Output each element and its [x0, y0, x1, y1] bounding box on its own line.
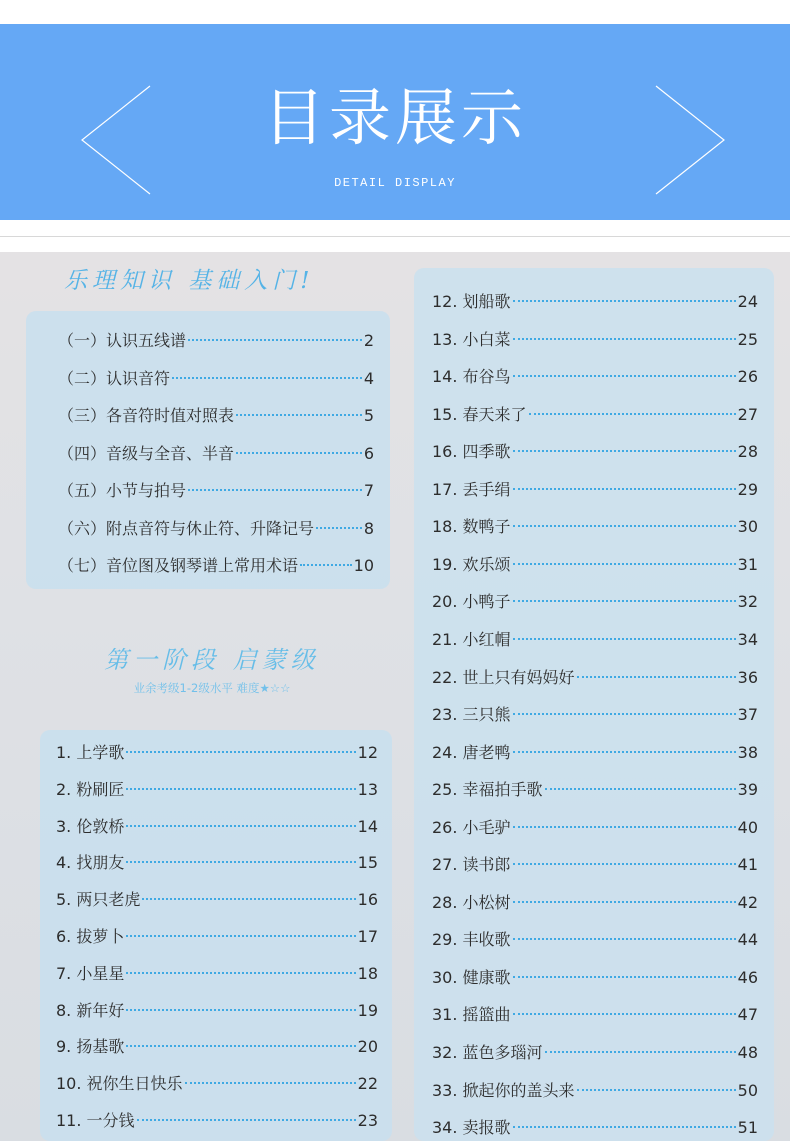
entry-page-number: 46 — [737, 967, 758, 987]
basics-entry — [58, 519, 374, 539]
songs-entry — [432, 292, 758, 312]
entry-title: （六）附点音符与休止符、升降记号 — [58, 518, 315, 538]
entry-title: 8. 新年好 — [56, 1000, 125, 1020]
dot-leader — [126, 1009, 355, 1011]
basics-entry — [58, 406, 374, 426]
entry-title: 1. 上学歌 — [56, 743, 125, 762]
stage1-entry — [56, 1111, 378, 1131]
entry-page-number: 17 — [357, 927, 378, 946]
entry-page-number: 28 — [737, 442, 758, 462]
songs-entry — [432, 1118, 758, 1138]
entry-page-number: 4 — [363, 368, 374, 388]
entry-title: 18. 数鸭子 — [432, 517, 511, 537]
songs-entry — [432, 780, 758, 800]
songs-entry — [432, 1043, 758, 1063]
divider — [0, 236, 790, 237]
songs-entry — [432, 1081, 758, 1101]
songs-entry — [432, 592, 758, 612]
entry-page-number: 23 — [357, 1111, 378, 1130]
entry-page-number: 41 — [737, 855, 758, 875]
entry-page-number: 2 — [363, 331, 374, 350]
stage1-entry — [56, 964, 378, 984]
dot-leader — [137, 1119, 356, 1121]
stage1-entry — [56, 1074, 378, 1094]
basics-entry — [58, 331, 374, 351]
songs-entry — [432, 968, 758, 988]
entry-title: （七）音位图及钢琴谱上常用术语 — [58, 556, 299, 575]
entry-page-number: 15 — [357, 853, 378, 873]
songs-entry — [432, 930, 758, 950]
songs-entry — [432, 855, 758, 875]
songs-entry — [432, 405, 758, 425]
dot-leader — [513, 300, 736, 302]
entry-page-number: 20 — [357, 1037, 378, 1057]
entry-page-number: 29 — [737, 479, 758, 499]
dot-leader — [513, 338, 736, 340]
entry-page-number: 26 — [737, 367, 758, 387]
songs-entry — [432, 893, 758, 913]
entry-title: 14. 布谷鸟 — [432, 367, 511, 387]
songs-entry — [432, 330, 758, 350]
stage1-entry — [56, 743, 378, 763]
dot-leader — [513, 826, 736, 828]
dot-leader — [513, 638, 736, 640]
songs-entry — [432, 1005, 758, 1025]
stage1-entry — [56, 927, 378, 947]
entry-page-number: 31 — [737, 554, 758, 574]
dot-leader — [545, 788, 736, 790]
entry-title: 12. 划船歌 — [432, 292, 511, 311]
entry-title: 7. 小星星 — [56, 963, 125, 983]
dot-leader — [513, 751, 736, 753]
dot-leader — [513, 450, 736, 452]
dot-leader — [126, 751, 355, 753]
dot-leader — [529, 413, 736, 415]
dot-leader — [142, 898, 355, 900]
header-banner — [0, 24, 790, 220]
entry-title: 23. 三只熊 — [432, 705, 511, 725]
stage1-entry — [56, 853, 378, 873]
entry-title: 27. 读书郎 — [432, 855, 511, 875]
entry-page-number: 25 — [737, 329, 758, 349]
dot-leader — [236, 414, 362, 416]
dot-leader — [577, 676, 736, 678]
dot-leader — [513, 863, 736, 865]
entry-page-number: 10 — [353, 556, 374, 575]
songs-entry — [432, 668, 758, 688]
entry-title: 29. 丰收歌 — [432, 930, 511, 950]
songs-entry — [432, 517, 758, 537]
entry-title: 25. 幸福拍手歌 — [432, 780, 543, 800]
entry-title: 21. 小红帽 — [432, 629, 511, 649]
dot-leader — [300, 564, 352, 566]
entry-page-number: 6 — [363, 443, 374, 463]
entry-title: 16. 四季歌 — [432, 442, 511, 462]
entry-page-number: 48 — [737, 1043, 758, 1062]
entry-title: 5. 两只老虎 — [56, 890, 141, 910]
entry-title: （一）认识五线谱 — [58, 331, 187, 350]
dot-leader — [188, 489, 362, 491]
dot-leader — [513, 375, 736, 377]
entry-title: （三）各音符时值对照表 — [58, 406, 235, 425]
entry-page-number: 27 — [737, 404, 758, 424]
entry-page-number: 19 — [357, 1000, 378, 1020]
entry-page-number: 7 — [363, 481, 374, 500]
entry-page-number: 24 — [737, 292, 758, 311]
stage1-subtitle: 业余考级1-2级水平 难度★☆☆ — [133, 681, 291, 695]
entry-page-number: 32 — [737, 592, 758, 612]
songs-entry — [432, 743, 758, 763]
entry-page-number: 51 — [737, 1118, 758, 1138]
basics-entry — [58, 369, 374, 389]
page-title: 目录展示 — [262, 81, 527, 154]
entry-page-number: 42 — [737, 892, 758, 912]
entry-page-number: 13 — [357, 779, 378, 799]
dot-leader — [513, 488, 736, 490]
entry-title: 10. 祝你生日快乐 — [56, 1074, 183, 1094]
dot-leader — [126, 861, 355, 863]
entry-title: 2. 粉刷匠 — [56, 779, 125, 799]
entry-title: 32. 蓝色多瑙河 — [432, 1043, 543, 1062]
entry-title: 34. 卖报歌 — [432, 1118, 511, 1138]
entry-title: 19. 欢乐颂 — [432, 554, 511, 574]
entry-page-number: 16 — [357, 890, 378, 910]
entry-title: 9. 扬基歌 — [56, 1037, 125, 1057]
dot-leader — [513, 525, 736, 527]
entry-title: 6. 拔萝卜 — [56, 927, 125, 946]
basics-entry — [58, 556, 374, 576]
dot-leader — [172, 377, 362, 379]
stage1-entry — [56, 1037, 378, 1057]
entry-page-number: 44 — [737, 930, 758, 950]
entry-title: 17. 丢手绢 — [432, 479, 511, 499]
entry-page-number: 36 — [737, 667, 758, 687]
entry-title: （五）小节与拍号 — [58, 481, 187, 500]
entry-page-number: 14 — [357, 816, 378, 836]
entry-page-number: 40 — [737, 817, 758, 837]
entry-page-number: 8 — [363, 518, 374, 538]
dot-leader — [185, 1082, 356, 1084]
stage1-entry — [56, 817, 378, 837]
dot-leader — [513, 1013, 736, 1015]
dot-leader — [577, 1089, 736, 1091]
entry-title: 28. 小松树 — [432, 892, 511, 912]
dot-leader — [236, 452, 362, 454]
dot-leader — [126, 972, 355, 974]
basics-heading: 乐理知识 基础入门! — [64, 268, 315, 294]
stage1-title: 第一阶段 启蒙级 — [104, 646, 320, 674]
dot-leader — [126, 788, 355, 790]
entry-title: 30. 健康歌 — [432, 967, 511, 987]
entry-page-number: 50 — [737, 1080, 758, 1100]
entry-title: 13. 小白菜 — [432, 329, 511, 349]
entry-title: 11. 一分钱 — [56, 1111, 135, 1130]
entry-page-number: 38 — [737, 742, 758, 762]
stage1-entry — [56, 1001, 378, 1021]
entry-title: 33. 掀起你的盖头来 — [432, 1080, 575, 1100]
entry-page-number: 34 — [737, 629, 758, 649]
entry-page-number: 30 — [737, 517, 758, 537]
entry-title: （四）音级与全音、半音 — [58, 443, 235, 463]
entry-page-number: 37 — [737, 705, 758, 725]
dot-leader — [513, 976, 736, 978]
entry-page-number: 5 — [363, 406, 374, 425]
entry-title: 22. 世上只有妈妈好 — [432, 667, 575, 687]
entry-title: （二）认识音符 — [58, 368, 171, 388]
entry-title: 31. 摇篮曲 — [432, 1005, 511, 1025]
dot-leader — [513, 713, 736, 715]
dot-leader — [513, 600, 736, 602]
entry-title: 3. 伦敦桥 — [56, 816, 125, 836]
stage1-entry — [56, 780, 378, 800]
entry-page-number: 12 — [357, 743, 378, 762]
entry-title: 26. 小毛驴 — [432, 817, 511, 837]
stage1-entry — [56, 890, 378, 910]
dot-leader — [188, 339, 362, 341]
dot-leader — [126, 825, 355, 827]
basics-entry — [58, 481, 374, 501]
page-subtitle: DETAIL DISPLAY — [334, 176, 456, 190]
dot-leader — [126, 935, 355, 937]
dot-leader — [513, 563, 736, 565]
dot-leader — [545, 1051, 736, 1053]
songs-entry — [432, 555, 758, 575]
dot-leader — [513, 1126, 736, 1128]
entry-title: 24. 唐老鸭 — [432, 742, 511, 762]
basics-entry — [58, 444, 374, 464]
dot-leader — [513, 938, 736, 940]
songs-entry — [432, 705, 758, 725]
songs-entry — [432, 442, 758, 462]
songs-entry — [432, 367, 758, 387]
entry-title: 15. 春天来了 — [432, 404, 527, 424]
songs-entry — [432, 630, 758, 650]
entry-title: 20. 小鸭子 — [432, 592, 511, 612]
chevron-right-icon — [654, 84, 726, 196]
entry-page-number: 18 — [357, 963, 378, 983]
dot-leader — [316, 527, 362, 529]
entry-page-number: 47 — [737, 1005, 758, 1025]
entry-title: 4. 找朋友 — [56, 853, 125, 873]
songs-entry — [432, 818, 758, 838]
dot-leader — [126, 1045, 355, 1047]
songs-entry — [432, 480, 758, 500]
entry-page-number: 22 — [357, 1074, 378, 1094]
entry-page-number: 39 — [737, 780, 758, 800]
dot-leader — [513, 901, 736, 903]
